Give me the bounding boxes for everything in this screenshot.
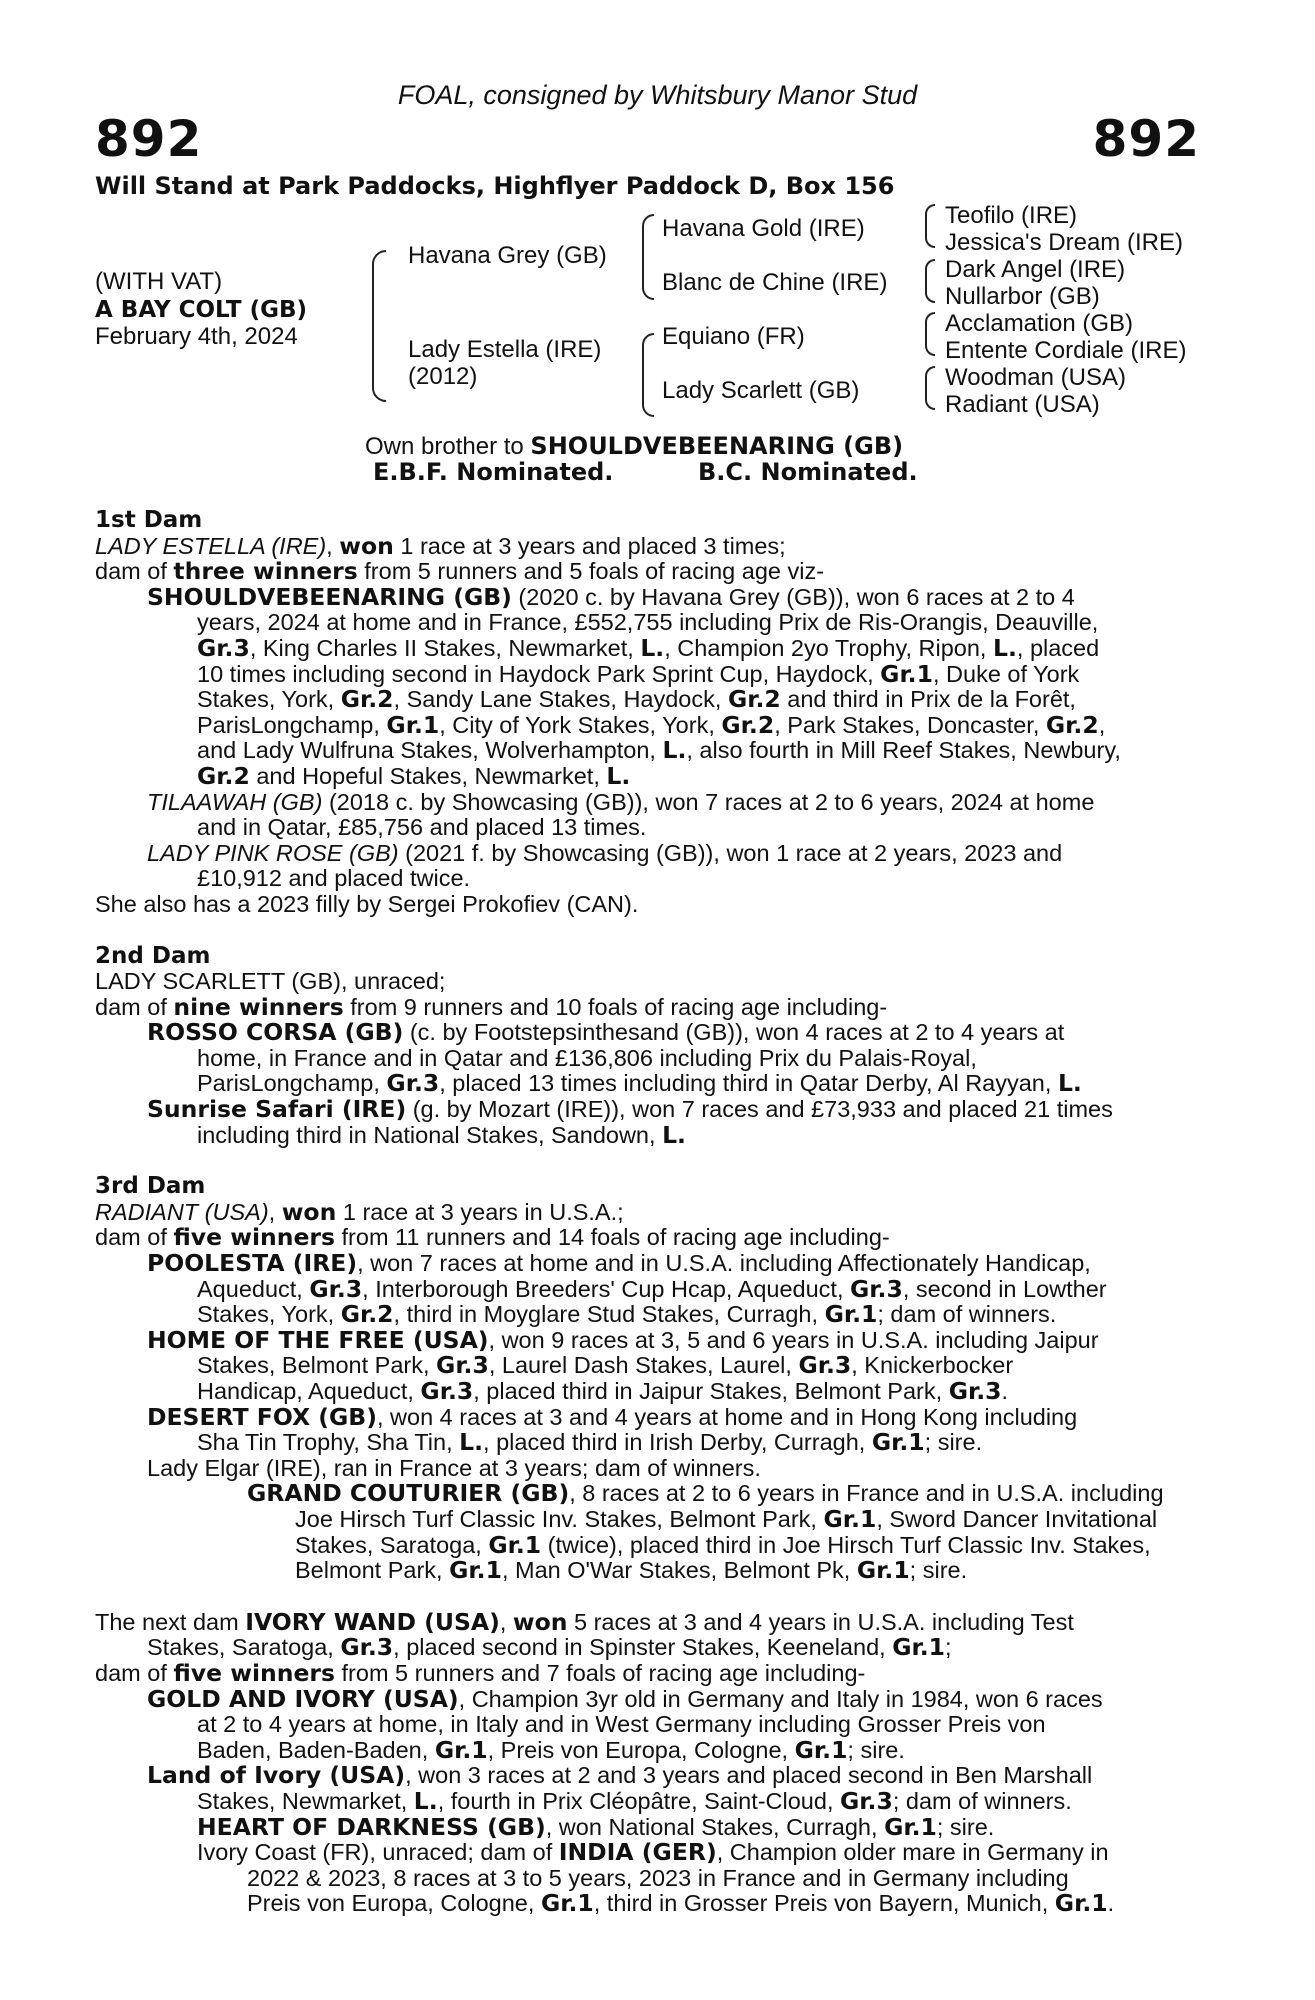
text-run: , third in Moyglare Stud Stakes, Curragh,: [393, 1301, 825, 1328]
text-run: 10 times including second in Haydock Park Sprint Cup, Haydock,: [197, 660, 881, 687]
dam3-body: [95, 1197, 1205, 1585]
section-gap: [95, 1584, 1205, 1610]
text-run: Stakes, York,: [197, 686, 341, 713]
text-line: [95, 582, 1205, 611]
text-line: [95, 1840, 1205, 1866]
text-line: [95, 710, 1205, 739]
pedigree-g3-7: Woodman (USA): [945, 364, 1126, 391]
pedigree-g2-2: Blanc de Chine (IRE): [662, 269, 888, 296]
text-line: [95, 1684, 1205, 1713]
text-run: 5 races at 3 and 4 years in U.S.A. including Test: [567, 1608, 1074, 1635]
bold-run: L.: [662, 1120, 686, 1149]
vat-label: (WITH VAT): [95, 268, 223, 295]
bold-run: Sunrise Safari (IRE): [147, 1095, 407, 1124]
bold-run: Gr.1: [1054, 1889, 1108, 1918]
text-line: [95, 969, 1205, 995]
section-gap: [95, 1148, 1205, 1174]
bold-run: L.: [992, 633, 1017, 662]
text-line: [95, 866, 1205, 892]
text-run: and Hopeful Stakes, Newmarket,: [249, 762, 607, 789]
bold-run: INDIA (GER): [558, 1838, 717, 1867]
bold-run: Gr.3: [386, 1069, 440, 1098]
lot-number-left: 892: [95, 110, 203, 168]
text-run: (twice), placed third in Joe Hirsch Turf Classic Inv. Stakes,: [541, 1531, 1151, 1558]
text-line: [95, 559, 1205, 585]
text-line: [95, 1763, 1205, 1789]
pedigree-sire: Havana Grey (GB): [408, 242, 607, 269]
text-run: from 11 runners and 14 foals of racing age including-: [334, 1224, 890, 1251]
text-run: Sha Tin Trophy, Sha Tin,: [197, 1429, 460, 1456]
bold-run: five winners: [173, 1658, 335, 1687]
text-run: , Champion 2yo Trophy, Ripon,: [664, 634, 993, 661]
bold-run: five winners: [173, 1223, 335, 1252]
text-run: home, in France and in Qatar and £136,806 including Prix du Palais-Royal,: [197, 1044, 977, 1071]
italic-run: RADIANT (USA): [95, 1198, 269, 1225]
bold-run: Gr.3: [948, 1377, 1002, 1405]
text-run: Stakes, Saratoga,: [147, 1634, 341, 1661]
bold-run: SHOULDVEBEENARING (GB): [147, 582, 512, 611]
bold-run: Gr.3: [340, 1633, 394, 1662]
text-run: , second in Lowther: [902, 1275, 1107, 1302]
text-line: [95, 1786, 1205, 1815]
bold-run: L.: [640, 633, 665, 662]
text-line: [95, 841, 1205, 867]
text-run: ;: [945, 1634, 952, 1661]
italic-run: TILAAWAH (GB): [147, 788, 323, 815]
bold-run: Gr.1: [823, 1504, 877, 1533]
bold-run: three winners: [173, 557, 358, 586]
pedigree-g3-1: Teofilo (IRE): [945, 202, 1078, 229]
text-run: and third in Prix de la Forêt,: [780, 686, 1076, 713]
text-run: , 8 races at 2 to 6 years in France and in U.S.A. including: [569, 1480, 1164, 1507]
text-line: [95, 1504, 1205, 1533]
text-run: , placed 13 times including third in Qatar Derby, Al Rayyan,: [439, 1070, 1058, 1097]
text-line: [95, 1251, 1205, 1277]
text-run: , Knickerbocker: [851, 1352, 1014, 1379]
text-run: (2020 c. by Havana Grey (GB)), won 6 races at 2 to 4: [511, 583, 1075, 610]
text-line: [95, 1325, 1205, 1354]
text-run: , won 9 races at 3, 5 and 6 years in U.S.A. including Jaipur: [488, 1326, 1099, 1353]
text-run: from 9 runners and 10 foals of racing age including-: [343, 993, 888, 1020]
text-run: including third in National Stakes, Sandown,: [197, 1121, 663, 1148]
text-run: and in Qatar, £85,756 and placed 13 times.: [197, 814, 647, 841]
text-run: dam of: [95, 993, 174, 1020]
text-run: ParisLongchamp,: [197, 1070, 387, 1097]
text-run: Handicap, Aqueduct,: [197, 1378, 421, 1404]
bold-run: HOME OF THE FREE (USA): [147, 1325, 489, 1354]
bold-run: Gr.2: [197, 761, 250, 790]
text-line: [95, 633, 1205, 662]
bold-run: Gr.3: [309, 1274, 363, 1303]
text-line: [95, 1274, 1205, 1303]
text-run: dam of: [95, 558, 174, 585]
text-run: , placed third in Jaipur Stakes, Belmont Park,: [473, 1378, 949, 1404]
text-run: .: [1107, 1890, 1115, 1917]
own-brother-name: SHOULDVEBEENARING (GB): [530, 432, 904, 460]
text-run: , Interborough Breeders' Cup Hcap, Aqueduct,: [362, 1275, 851, 1302]
text-line: [95, 1607, 1205, 1636]
bold-run: nine winners: [173, 992, 344, 1021]
bold-run: Gr.1: [871, 1428, 925, 1457]
text-run: (2018 c. by Showcasing (GB)), won 7 races at 2 to 6 years, 2024 at home: [322, 788, 1095, 815]
text-run: £10,912 and placed twice.: [197, 865, 471, 892]
text-run: , Champion 3yr old in Germany and Italy in 1984, won 6 races: [458, 1685, 1103, 1712]
text-line: [95, 1481, 1205, 1507]
pedigree-dam-year: (2012): [408, 363, 478, 390]
text-run: ; sire.: [847, 1736, 905, 1763]
bold-run: GOLD AND IVORY (USA): [147, 1684, 459, 1713]
text-line: [95, 1071, 1205, 1097]
own-brother-note: [365, 432, 903, 461]
dam2-body: [95, 969, 1205, 1148]
bold-run: won: [281, 1197, 337, 1226]
pedigree-g3-2: Jessica's Dream (IRE): [945, 229, 1183, 256]
text-run: Aqueduct,: [197, 1275, 310, 1302]
pedigree-g3-5: Acclamation (GB): [945, 310, 1134, 337]
text-run: , placed third in Irish Derby, Curragh,: [483, 1429, 872, 1456]
bold-run: Gr.2: [1045, 710, 1099, 739]
bold-run: Gr.3: [420, 1377, 474, 1405]
text-run: dam of: [95, 1659, 174, 1686]
text-line: [95, 761, 1205, 790]
bold-run: Gr.2: [340, 1300, 394, 1329]
text-line: [95, 1658, 1205, 1687]
lot-number-right: 892: [1092, 110, 1200, 168]
text-line: [95, 1379, 1205, 1405]
text-line: [95, 659, 1205, 688]
bold-run: Gr.1: [449, 1556, 502, 1585]
bold-run: Gr.2: [721, 710, 775, 739]
text-line: [95, 790, 1205, 816]
text-run: , won 7 races at home and in U.S.A. including Affectionately Handicap,: [357, 1250, 1091, 1277]
dam1-body: [95, 531, 1205, 918]
text-run: (c. by Footstepsinthesand (GB)), won 4 races at 2 to 4 years at: [403, 1019, 1065, 1046]
text-line: [95, 1046, 1205, 1072]
pedigree-bracket-main: [372, 250, 386, 402]
text-line: [95, 1225, 1205, 1251]
bold-run: Gr.3: [197, 633, 250, 662]
text-run: ParisLongchamp,: [197, 711, 387, 738]
text-line: [95, 992, 1205, 1021]
text-run: , third in Grosser Preis von Bayern, Munich,: [593, 1890, 1055, 1917]
section-gap: [95, 918, 1205, 944]
text-line: [95, 815, 1205, 841]
text-line: [95, 1812, 1205, 1841]
text-run: Belmont Park,: [295, 1557, 450, 1584]
text-run: from 5 runners and 5 foals of racing age viz-: [357, 558, 825, 585]
bold-run: L.: [662, 736, 687, 765]
pedigree-g3-4: Nullarbor (GB): [945, 283, 1100, 310]
text-run: and Lady Wulfruna Stakes, Wolverhampton,: [197, 737, 663, 764]
text-line: [95, 1402, 1205, 1431]
text-run: ; sire.: [909, 1557, 968, 1584]
text-run: , Sandy Lane Stakes, Haydock,: [393, 686, 728, 713]
text-run: , placed: [1016, 634, 1100, 661]
bold-run: Gr.1: [488, 1530, 542, 1559]
text-run: ,: [326, 532, 340, 559]
text-run: 2022 & 2023, 8 races at 3 to 5 years, 2023 in France and in Germany including: [247, 1864, 1069, 1891]
text-line: [95, 531, 1205, 560]
text-line: [95, 1353, 1205, 1379]
text-line: [95, 1558, 1205, 1584]
text-run: , won 3 races at 2 and 3 years and placed second in Ben Marshall: [405, 1762, 1093, 1789]
text-run: ,: [1098, 711, 1106, 738]
text-line: [95, 1891, 1205, 1917]
dam4-body: [95, 1607, 1205, 1918]
italic-run: LADY ESTELLA (IRE): [95, 532, 327, 559]
bold-run: GRAND COUTURIER (GB): [247, 1479, 570, 1508]
bold-run: Gr.1: [434, 1735, 488, 1764]
text-run: years, 2024 at home and in France, £552,755 including Prix de Ris-Orangis, Deauville,: [197, 609, 1099, 636]
text-run: LADY SCARLETT (GB), unraced;: [95, 968, 446, 995]
text-line: [95, 1530, 1205, 1559]
text-run: , King Charles II Stakes, Newmarket,: [249, 634, 641, 661]
bold-run: Gr.2: [340, 685, 394, 714]
pedigree-bracket-g3-1: [925, 204, 935, 248]
text-line: [95, 738, 1205, 764]
bold-run: Gr.1: [892, 1633, 946, 1662]
text-run: ; dam of winners.: [892, 1787, 1072, 1814]
bold-run: Land of Ivory (USA): [147, 1761, 406, 1790]
bold-run: Gr.3: [436, 1351, 489, 1380]
pedigree-g2-3: Equiano (FR): [662, 323, 805, 350]
bold-run: won: [339, 531, 394, 560]
text-run: , won National Stakes, Curragh,: [545, 1813, 885, 1840]
bold-run: Gr.1: [824, 1300, 878, 1329]
bold-run: Gr.1: [540, 1889, 594, 1918]
text-run: , won 4 races at 3 and 4 years at home and in Hong Kong including: [376, 1403, 1078, 1430]
text-line: [95, 1097, 1205, 1123]
text-line: [95, 610, 1205, 636]
text-run: Stakes, York,: [197, 1301, 341, 1328]
text-run: , Man O'War Stakes, Belmont Pk,: [501, 1557, 857, 1584]
pedigree-g3-3: Dark Angel (IRE): [945, 256, 1126, 283]
text-line: [95, 892, 1205, 918]
text-line: [95, 1430, 1205, 1456]
subject-dob: February 4th, 2024: [95, 323, 298, 350]
text-run: Joe Hirsch Turf Classic Inv. Stakes, Belmont Park,: [295, 1505, 824, 1532]
pedigree-bracket-sire: [642, 214, 654, 300]
own-brother-prefix: Own brother to: [365, 433, 531, 460]
subject-name: A BAY COLT (GB): [95, 297, 308, 323]
dam2-heading: 2nd Dam: [95, 942, 211, 969]
bold-run: Gr.3: [798, 1351, 852, 1380]
text-run: Stakes, Saratoga,: [295, 1531, 489, 1558]
pedigree-g2-1: Havana Gold (IRE): [662, 215, 865, 242]
text-run: dam of: [95, 1224, 174, 1251]
pedigree-bracket-g3-2: [925, 259, 935, 303]
text-line: [95, 1866, 1205, 1892]
text-run: at 2 to 4 years at home, in Italy and in West Germany including Grosser Preis von: [197, 1711, 1046, 1738]
bold-run: won: [512, 1607, 568, 1636]
text-run: , Sword Dancer Invitational: [876, 1505, 1158, 1532]
text-run: ,: [499, 1608, 513, 1635]
text-run: , Preis von Europa, Cologne,: [487, 1736, 795, 1763]
pedigree-bracket-dam: [642, 333, 654, 417]
text-run: She also has a 2023 filly by Sergei Prokofiev (CAN).: [95, 890, 639, 917]
text-run: , Park Stakes, Doncaster,: [774, 711, 1046, 738]
bold-run: IVORY WAND (USA): [245, 1607, 500, 1636]
text-run: ; sire.: [936, 1813, 995, 1840]
text-run: ,: [268, 1198, 282, 1225]
text-line: [95, 1456, 1205, 1482]
text-run: , Champion older mare in Germany in: [716, 1839, 1109, 1866]
family-section: [95, 508, 1205, 1917]
bold-run: L.: [413, 1786, 438, 1815]
text-run: Baden, Baden-Baden,: [197, 1736, 435, 1763]
text-run: ; sire.: [924, 1429, 983, 1456]
text-line: [95, 687, 1205, 713]
text-run: Stakes, Newmarket,: [197, 1787, 414, 1814]
text-run: Lady Elgar (IRE), ran in France at 3 years; dam of winners.: [147, 1454, 761, 1481]
bold-run: Gr.2: [727, 685, 781, 714]
text-run: Ivory Coast (FR), unraced; dam of: [197, 1839, 559, 1866]
text-run: .: [1001, 1378, 1009, 1404]
text-run: ; dam of winners.: [877, 1301, 1057, 1328]
text-run: Stakes, Belmont Park,: [197, 1352, 437, 1379]
bold-run: Gr.1: [794, 1735, 848, 1764]
text-run: , fourth in Prix Cléopâtre, Saint-Cloud,: [437, 1787, 841, 1814]
bold-run: DESERT FOX (GB): [147, 1402, 377, 1431]
pedigree-dam: Lady Estella (IRE): [408, 336, 602, 363]
bold-run: Gr.1: [386, 710, 440, 739]
text-line: [95, 1712, 1205, 1738]
bold-run: L.: [459, 1428, 484, 1457]
bold-run: Gr.3: [840, 1786, 893, 1815]
dam3-heading: 3rd Dam: [95, 1173, 206, 1200]
bold-run: Gr.1: [880, 659, 933, 688]
bold-run: Gr.1: [884, 1812, 937, 1841]
pedigree-g2-4: Lady Scarlett (GB): [662, 377, 860, 404]
pedigree-g3-6: Entente Cordiale (IRE): [945, 337, 1187, 364]
text-line: [95, 1735, 1205, 1764]
text-run: 1 race at 3 years and placed 3 times;: [393, 532, 786, 559]
bold-run: ROSSO CORSA (GB): [147, 1018, 404, 1047]
text-line: [95, 1120, 1205, 1149]
bold-run: POOLESTA (IRE): [147, 1249, 358, 1278]
italic-run: LADY PINK ROSE (GB): [147, 839, 399, 866]
consignment-line: FOAL, consigned by Whitsbury Manor Stud: [397, 80, 918, 110]
bold-run: Gr.1: [856, 1556, 910, 1585]
text-run: , City of York Stakes, York,: [439, 711, 722, 738]
bold-run: L.: [1057, 1069, 1082, 1098]
dam1-heading: 1st Dam: [95, 507, 203, 533]
text-run: The next dam: [95, 1608, 246, 1635]
pedigree-bracket-g3-3: [925, 312, 935, 356]
bc-nominated: B.C. Nominated.: [698, 458, 918, 486]
stand-location: Will Stand at Park Paddocks, Highflyer Paddock D, Box 156: [95, 172, 895, 200]
text-run: (2021 f. by Showcasing (GB)), won 1 race at 2 years, 2023 and: [398, 839, 1063, 866]
text-run: , placed second in Spinster Stakes, Keeneland,: [393, 1634, 893, 1661]
text-run: Preis von Europa, Cologne,: [247, 1890, 541, 1917]
text-line: [95, 1302, 1205, 1328]
pedigree-g3-8: Radiant (USA): [945, 391, 1100, 418]
ebf-nominated: E.B.F. Nominated.: [373, 458, 614, 486]
text-run: , Laurel Dash Stakes, Laurel,: [488, 1352, 799, 1379]
bold-run: Gr.3: [850, 1274, 903, 1303]
text-run: , Duke of York: [932, 660, 1080, 687]
text-run: (g. by Mozart (IRE)), won 7 races and £73,933 and placed 21 times: [406, 1096, 1113, 1123]
text-line: [95, 1020, 1205, 1046]
bold-run: L.: [606, 761, 631, 790]
text-line: [95, 1197, 1205, 1226]
text-line: [95, 1635, 1205, 1661]
bold-run: HEART OF DARKNESS (GB): [197, 1812, 546, 1841]
text-run: , also fourth in Mill Reef Stakes, Newbury,: [686, 737, 1121, 764]
pedigree-bracket-g3-4: [925, 366, 935, 410]
text-run: from 5 runners and 7 foals of racing age including-: [334, 1659, 866, 1686]
text-run: 1 race at 3 years in U.S.A.;: [336, 1198, 624, 1225]
